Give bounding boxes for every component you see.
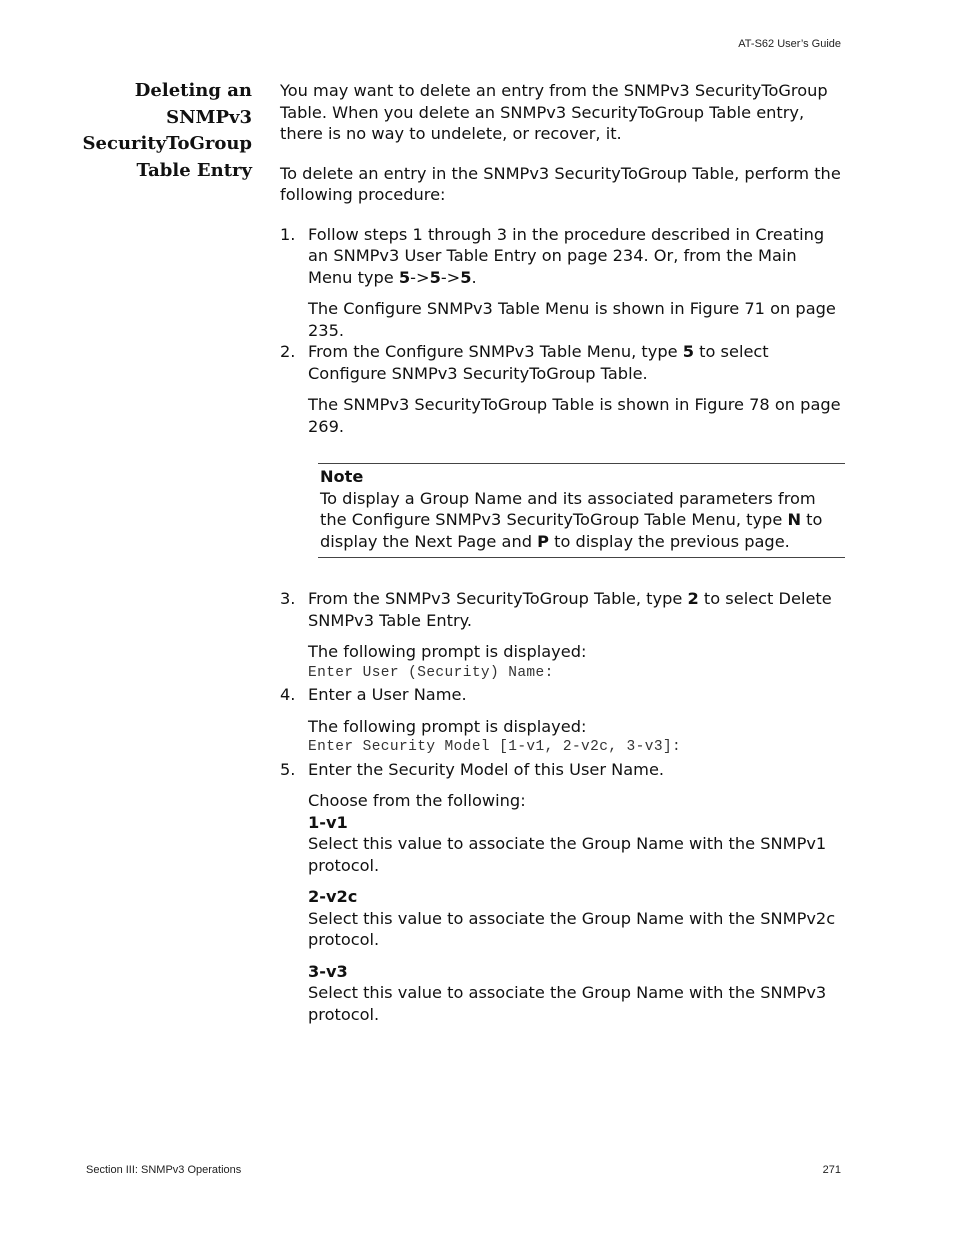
section-title [60,78,252,184]
step-text-end: . [471,267,477,287]
step-number: 3. [280,589,296,608]
step-subtext: The Configure SNMPv3 Table Menu is shown in Figure 71 on page 235. [308,299,836,340]
prompt-code: Enter Security Model [1-v1, 2-v2c, 3-v3]: [308,739,682,755]
option-label: 1-v1 [308,812,348,832]
page-number: 271 [822,1164,841,1176]
option-label: 2-v2c [308,887,358,906]
main-content [280,80,845,1035]
menu-separator: -> [440,267,461,287]
step-subtext: The SNMPv3 SecurityToGroup Table is shown in Figure 78 on page 269. [308,395,841,436]
step-1 [280,224,845,289]
step-text: to select Delete SNMPv3 Table Entry. [308,589,832,630]
option-label: 3-v3 [308,961,348,981]
menu-key: 5 [682,342,695,361]
step-3 [280,588,845,631]
menu-separator: -> [410,267,430,287]
step-4 [280,684,845,706]
step-text: From the Configure SNMPv3 Table Menu, type [308,342,683,361]
menu-key: P [537,531,549,551]
step-number: 4. [280,685,296,704]
note-box [318,463,845,558]
note-text-part: To display a Group Name and its associated parameters from the Configure SNMPv3 SecurityToGroup Table Menu, type [320,488,816,529]
step-text: From the SNMPv3 SecurityToGroup Table, type [308,589,688,608]
menu-key: N [787,510,801,529]
note-heading: Note [320,467,364,486]
step-text: Follow steps 1 through 3 in the procedure described in Creating an SNMPv3 User Table Entry on page 234. Or, from the Main Menu type [308,224,825,287]
prompt-code: Enter User (Security) Name: [308,664,554,681]
section-title-line: SecurityToGroup [82,133,252,154]
note-text-part: to display the Next Page and [320,510,823,551]
step-number: 2. [280,342,296,361]
section-title-line: Table Entry [136,159,252,181]
step-subtext: Choose from the following: [308,791,526,810]
section-title-line: SNMPv3 [166,106,252,128]
step-number: 1. [280,224,296,244]
running-header: AT-S62 User’s Guide [738,38,841,50]
note-text-part: to display the previous page. [549,531,790,551]
option-item [280,812,845,877]
step-subtext: The following prompt is displayed: [308,642,587,661]
option-description: Select this value to associate the Group Name with the SNMPv1 protocol. [308,834,827,875]
step-2 [280,341,845,384]
option-description: Select this value to associate the Group Name with the SNMPv3 protocol. [308,983,827,1024]
menu-key: 2 [687,589,699,608]
step-text: to select Configure SNMPv3 SecurityToGroup Table. [308,342,769,383]
intro-paragraph: To delete an entry in the SNMPv3 SecurityToGroup Table, perform the following procedure: [280,163,841,204]
option-description: Select this value to associate the Group Name with the SNMPv2c protocol. [308,908,836,949]
note-text [320,488,843,553]
step-text: Enter a User Name. [308,685,467,704]
menu-key: 5 [398,267,411,287]
option-item [280,886,845,951]
menu-key: 5 [460,267,472,287]
footer-section-label: Section III: SNMPv3 Operations [86,1164,242,1176]
step-text: Enter the Security Model of this User Name. [308,759,665,779]
step-subtext: The following prompt is displayed: [308,716,587,736]
section-title-line: Deleting an [134,80,252,101]
menu-key: 5 [429,267,441,287]
step-number: 5. [280,759,296,779]
step-5 [280,759,845,781]
intro-paragraph: You may want to delete an entry from the SNMPv3 SecurityToGroup Table. When you delete an SNMPv3 SecurityToGroup Table entry, there is no way to undelete, or recover, it. [280,81,828,143]
option-item [280,961,845,1026]
